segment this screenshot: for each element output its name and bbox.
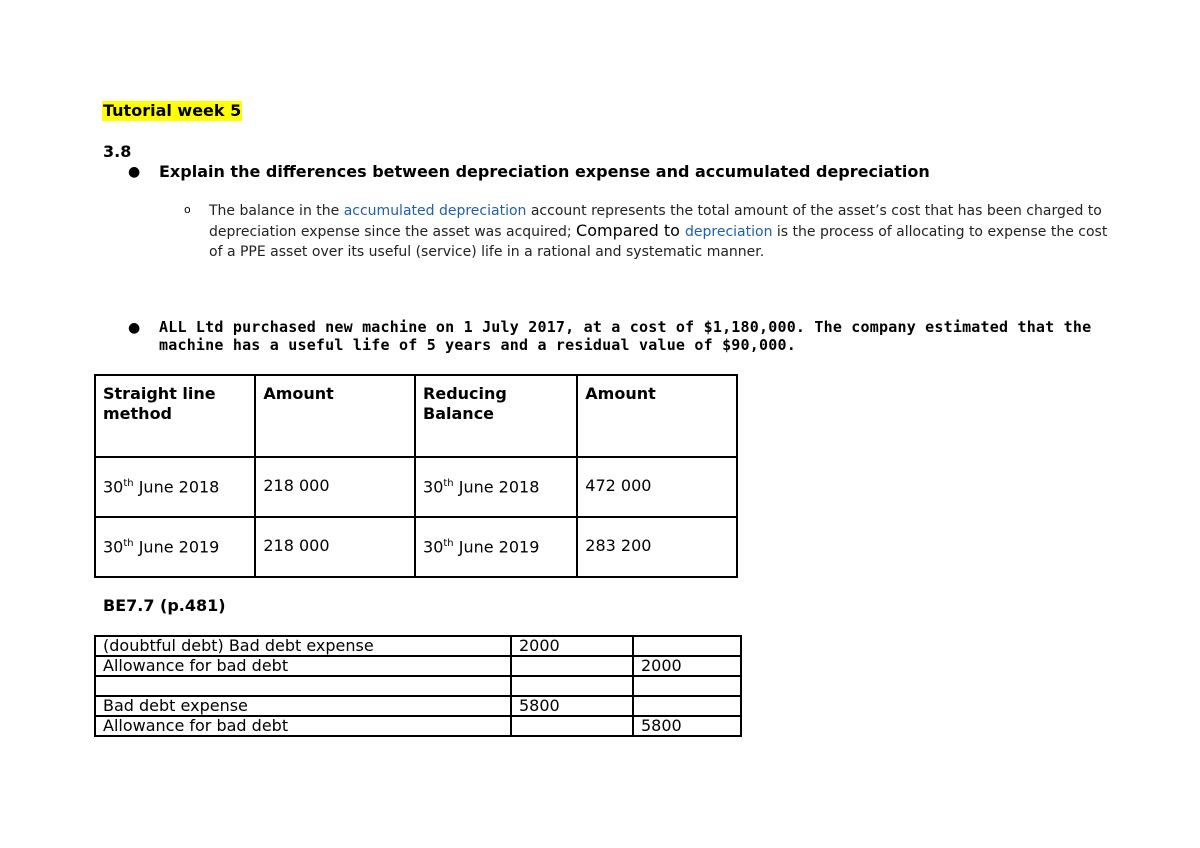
table-cell: 218 000 (255, 517, 415, 577)
highlight-term: depreciation (685, 224, 773, 240)
answer-text: account represents the total amount of the asset’s cost that has been charged to depreciation expense since the asset was acquired; (209, 203, 1102, 240)
answer-text: is the process of allocating to expense the cost of a PPE asset over its useful (service) life in a rational and systematic manner. (209, 224, 1108, 260)
table-cell (633, 696, 741, 716)
table-cell: 30th June 2018 (95, 457, 255, 517)
table-header-cell: Reducing Balance (415, 375, 577, 457)
table-header-cell: Straight line method (95, 375, 255, 457)
highlight-term: accumulated depreciation (343, 203, 527, 219)
answer-text-large: Compared to (576, 221, 686, 240)
table-cell: (doubtful debt) Bad debt expense (95, 636, 511, 656)
table-cell: 30th June 2018 (415, 457, 577, 517)
table-row (95, 457, 737, 517)
table-row (95, 676, 741, 696)
table-row (95, 716, 741, 736)
table-cell: 30th June 2019 (415, 517, 577, 577)
table-cell (511, 656, 633, 676)
table-cell (511, 676, 633, 696)
section-heading: BE7.7 (p.481) (103, 596, 226, 615)
table-cell: Bad debt expense (95, 696, 511, 716)
table-header-cell: Amount (255, 375, 415, 457)
depreciation-table (94, 374, 738, 578)
answer-text: The balance in the (209, 203, 344, 219)
circle-bullet-icon: o (184, 203, 191, 216)
table-cell: Allowance for bad debt (95, 656, 511, 676)
page-title: Tutorial week 5 (103, 101, 242, 120)
answer-1 (209, 201, 1109, 262)
section-number: 3.8 (103, 142, 132, 161)
table-header-row (95, 375, 737, 457)
table-row (95, 636, 741, 656)
table-cell: 218 000 (255, 457, 415, 517)
table-row (95, 696, 741, 716)
table-cell: 283 200 (577, 517, 737, 577)
table-cell: 5800 (633, 716, 741, 736)
bullet-icon: ● (128, 164, 141, 180)
table-cell (633, 636, 741, 656)
table-cell: 30th June 2019 (95, 517, 255, 577)
journal-table (94, 635, 742, 737)
table-cell: 2000 (633, 656, 741, 676)
bullet-icon: ● (128, 320, 141, 336)
table-row (95, 517, 737, 577)
table-header-cell: Amount (577, 375, 737, 457)
table-cell (511, 716, 633, 736)
table-cell (95, 676, 511, 696)
table-cell: 5800 (511, 696, 633, 716)
question-2: ALL Ltd purchased new machine on 1 July 2017, at a cost of $1,180,000. The company estimated that the machine has a useful life of 5 years and a residual value of $90,000. (159, 318, 1092, 354)
table-cell: 472 000 (577, 457, 737, 517)
table-row (95, 656, 741, 676)
table-cell: Allowance for bad debt (95, 716, 511, 736)
question-1: Explain the differences between depreciation expense and accumulated depreciation (159, 162, 930, 181)
table-cell (633, 676, 741, 696)
table-cell: 2000 (511, 636, 633, 656)
